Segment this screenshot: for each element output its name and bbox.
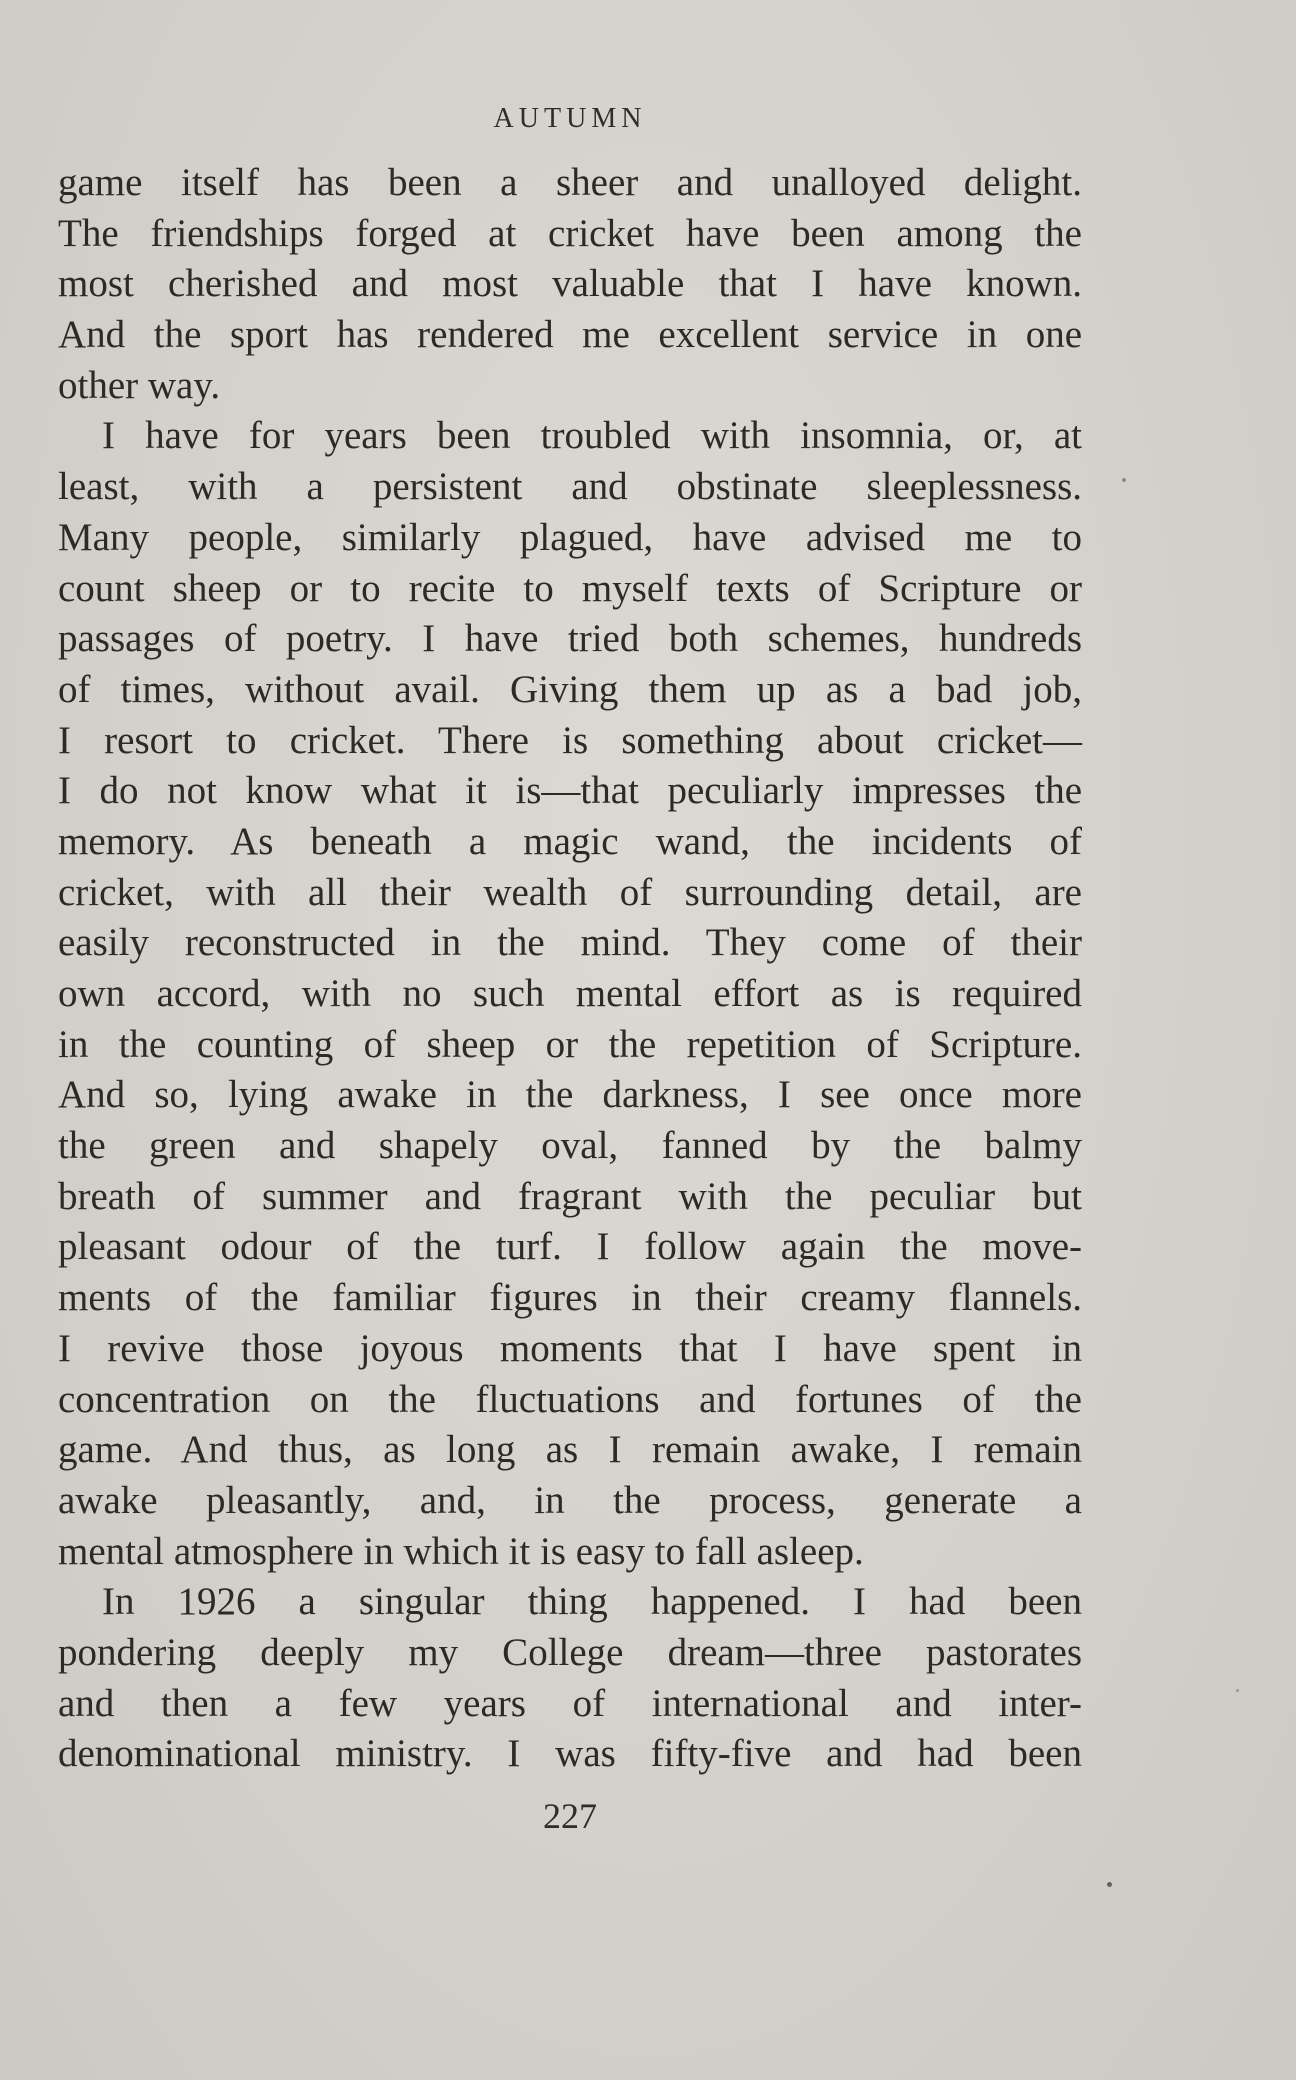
text-line: And so, lying awake in the darkness, I see once more — [58, 1073, 1082, 1117]
text-line: In 1926 a singular thing happened. I had been — [102, 1580, 1082, 1624]
text-line: mental atmosphere in which it is easy to fall asleep. — [58, 1529, 864, 1573]
text-line: count sheep or to recite to myself texts of Scripture or — [58, 566, 1082, 610]
text-line: I have for years been troubled with insomnia, or, at — [102, 414, 1082, 458]
paper-speck — [1122, 478, 1126, 482]
text-line: concentration on the fluctuations and fortunes of the — [58, 1377, 1082, 1421]
text-line: in the counting of sheep or the repetition of Scripture. — [58, 1022, 1082, 1066]
running-head: AUTUMN — [493, 103, 647, 134]
paper-speck — [1107, 1882, 1112, 1887]
text-line: other way. — [58, 363, 221, 407]
text-line: And the sport has rendered me excellent service in one — [58, 313, 1082, 357]
text-line: easily reconstructed in the mind. They come of their — [58, 921, 1082, 965]
text-line: and then a few years of international and inter- — [58, 1681, 1082, 1725]
text-line: I resort to cricket. There is something about cricket— — [58, 718, 1082, 762]
text-line: I revive those joyous moments that I have spent in — [58, 1326, 1082, 1370]
text-line: memory. As beneath a magic wand, the incidents of — [58, 819, 1082, 863]
page-number: 227 — [543, 1796, 597, 1836]
text-line: game. And thus, as long as I remain awake, I remain — [58, 1428, 1082, 1472]
text-line: breath of summer and fragrant with the peculiar but — [58, 1174, 1082, 1218]
text-line: passages of poetry. I have tried both schemes, hundreds — [58, 617, 1082, 661]
text-line: denominational ministry. I was fifty-five and had been — [58, 1732, 1082, 1776]
text-line: own accord, with no such mental effort as is required — [58, 972, 1082, 1015]
text-line: of times, without avail. Giving them up as a bad job, — [58, 667, 1082, 711]
text-line: ments of the familiar figures in their creamy flannels. — [58, 1276, 1082, 1320]
text-line: cricket, with all their wealth of surrounding detail, are — [58, 870, 1082, 914]
text-line: pondering deeply my College dream—three pastorates — [58, 1630, 1082, 1674]
text-line: Many people, similarly plagued, have advised me to — [58, 515, 1082, 559]
text-line: awake pleasantly, and, in the process, generate a — [58, 1478, 1082, 1522]
text-line: most cherished and most valuable that I have known. — [58, 262, 1082, 306]
paper-speck — [1236, 1689, 1239, 1692]
text-line: least, with a persistent and obstinate sleeplessness. — [58, 465, 1082, 509]
text-line: the green and shapely oval, fanned by the balmy — [58, 1124, 1082, 1168]
text-line: The friendships forged at cricket have been among the — [58, 211, 1082, 255]
text-line: game itself has been a sheer and unalloyed delight. — [58, 161, 1082, 204]
text-line: pleasant odour of the turf. I follow again the move- — [58, 1225, 1082, 1269]
body-text — [58, 158, 1082, 1780]
text-line: I do not know what it is—that peculiarly impresses the — [58, 769, 1082, 813]
